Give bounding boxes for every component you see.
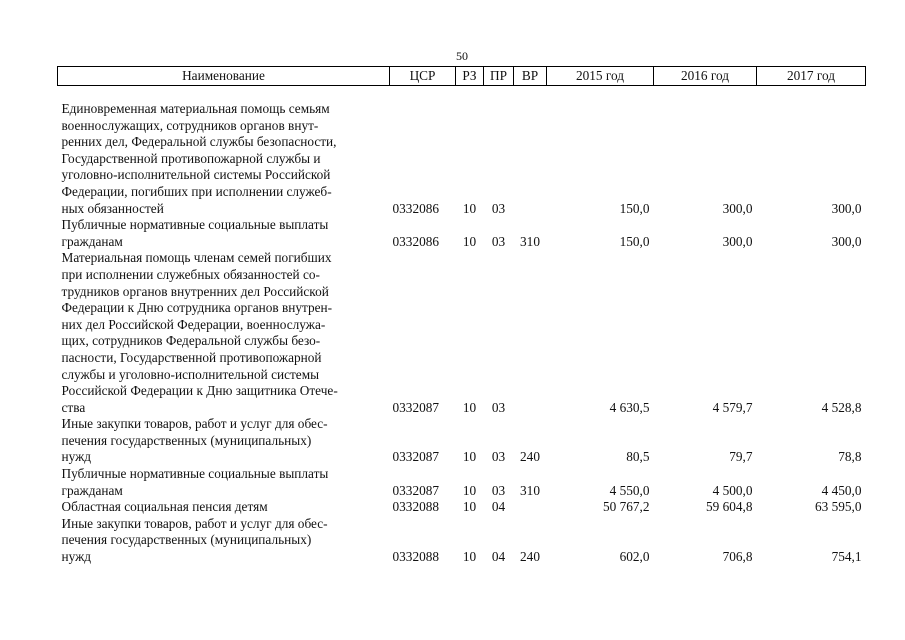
row-value-2017: 4 528,8 — [821, 399, 862, 415]
row-pr: 04 — [491, 499, 506, 515]
row-value-2015: 50 767,2 — [602, 499, 650, 515]
row-value-2016: 300,0 — [722, 233, 753, 249]
row-pr: 03 — [491, 482, 506, 498]
row-rz: 10 — [462, 200, 477, 216]
column-header-csr: ЦСР — [390, 67, 456, 86]
row-vr: 310 — [520, 482, 540, 498]
row-vr: 240 — [520, 449, 540, 465]
row-csr: 0332088 — [392, 549, 440, 565]
row-rz: 10 — [462, 233, 477, 249]
row-value-2017: 4 450,0 — [821, 482, 862, 498]
table-row — [58, 499, 866, 516]
row-value-2017: 78,8 — [838, 449, 862, 465]
table-row — [58, 250, 866, 416]
row-vr — [514, 250, 547, 416]
row-value-2016: 300,0 — [722, 200, 753, 216]
row-pr: 03 — [491, 449, 506, 465]
row-pr: 03 — [491, 233, 506, 249]
row-value-2015: 4 630,5 — [609, 399, 650, 415]
budget-table — [57, 66, 866, 566]
row-value-2015: 150,0 — [619, 233, 650, 249]
row-value-2016: 4 579,7 — [712, 399, 753, 415]
row-vr — [514, 86, 547, 218]
row-pr: 03 — [491, 399, 506, 415]
row-rz: 10 — [462, 449, 477, 465]
row-vr — [514, 499, 547, 516]
column-header-vr: ВР — [514, 67, 547, 86]
row-csr: 0332087 — [392, 482, 440, 498]
row-value-2015: 4 550,0 — [609, 482, 650, 498]
column-header-name: Наименование — [58, 67, 390, 86]
table-row — [58, 86, 866, 218]
row-name: Публичные нормативные социальные выплаты гражданам — [61, 466, 329, 498]
row-rz: 10 — [462, 482, 477, 498]
row-name: Единовременная материальная помощь семьям военнослужащих, сотрудников органов внут- ренних дел, Федеральной службы безопасности, Государственной противопожарной службы и уголовно-исполнительной системы Российской Федерации, погибших при исполнении служеб- ных обязанностей — [61, 101, 337, 216]
row-csr: 0332087 — [392, 449, 440, 465]
row-value-2015: 150,0 — [619, 200, 650, 216]
row-rz: 10 — [462, 399, 477, 415]
row-pr: 03 — [491, 200, 506, 216]
row-pr: 04 — [491, 549, 506, 565]
column-header-pr: ПР — [484, 67, 514, 86]
row-name: Материальная помощь членам семей погибших при исполнении служебных обязанностей со- трудников органов внутренних дел Российской Федерации к Дню сотрудника органов внутрен- них дел Российской Федерации, военнослужа- щих, сотрудников Федеральной службы безо- пасности, Государственной противопожарной службы и уголовно-исполнительной системы Российской Федерации к Дню защитника Отече- ства — [61, 250, 338, 415]
table-row — [58, 416, 866, 466]
row-value-2017: 300,0 — [831, 200, 862, 216]
row-csr: 0332088 — [392, 499, 440, 515]
row-value-2016: 59 604,8 — [705, 499, 753, 515]
table-row — [58, 466, 866, 499]
row-value-2016: 4 500,0 — [712, 482, 753, 498]
table-header-row — [58, 67, 866, 86]
row-vr: 310 — [520, 233, 540, 249]
row-name: Иные закупки товаров, работ и услуг для обес- печения государственных (муниципальных) нужд — [61, 416, 328, 465]
row-csr: 0332086 — [392, 233, 440, 249]
row-value-2015: 602,0 — [619, 549, 650, 565]
row-rz: 10 — [462, 499, 477, 515]
row-csr: 0332087 — [392, 399, 440, 415]
column-header-2017: 2017 год — [757, 67, 866, 86]
row-value-2015: 80,5 — [626, 449, 650, 465]
row-value-2016: 706,8 — [722, 549, 753, 565]
column-header-2016: 2016 год — [654, 67, 757, 86]
row-name: Областная социальная пенсия детям — [61, 499, 268, 515]
table-row — [58, 516, 866, 566]
page-number: 50 — [456, 49, 468, 63]
column-header-2015: 2015 год — [547, 67, 654, 86]
row-name: Публичные нормативные социальные выплаты гражданам — [61, 217, 329, 249]
row-vr: 240 — [520, 549, 540, 565]
column-header-rz: РЗ — [456, 67, 484, 86]
row-value-2016: 79,7 — [729, 449, 753, 465]
row-rz: 10 — [462, 549, 477, 565]
row-value-2017: 754,1 — [831, 549, 862, 565]
row-value-2017: 300,0 — [831, 233, 862, 249]
table-row — [58, 217, 866, 250]
row-name: Иные закупки товаров, работ и услуг для обес- печения государственных (муниципальных) нужд — [61, 515, 328, 565]
row-csr: 0332086 — [392, 200, 440, 216]
row-value-2017: 63 595,0 — [814, 499, 862, 515]
